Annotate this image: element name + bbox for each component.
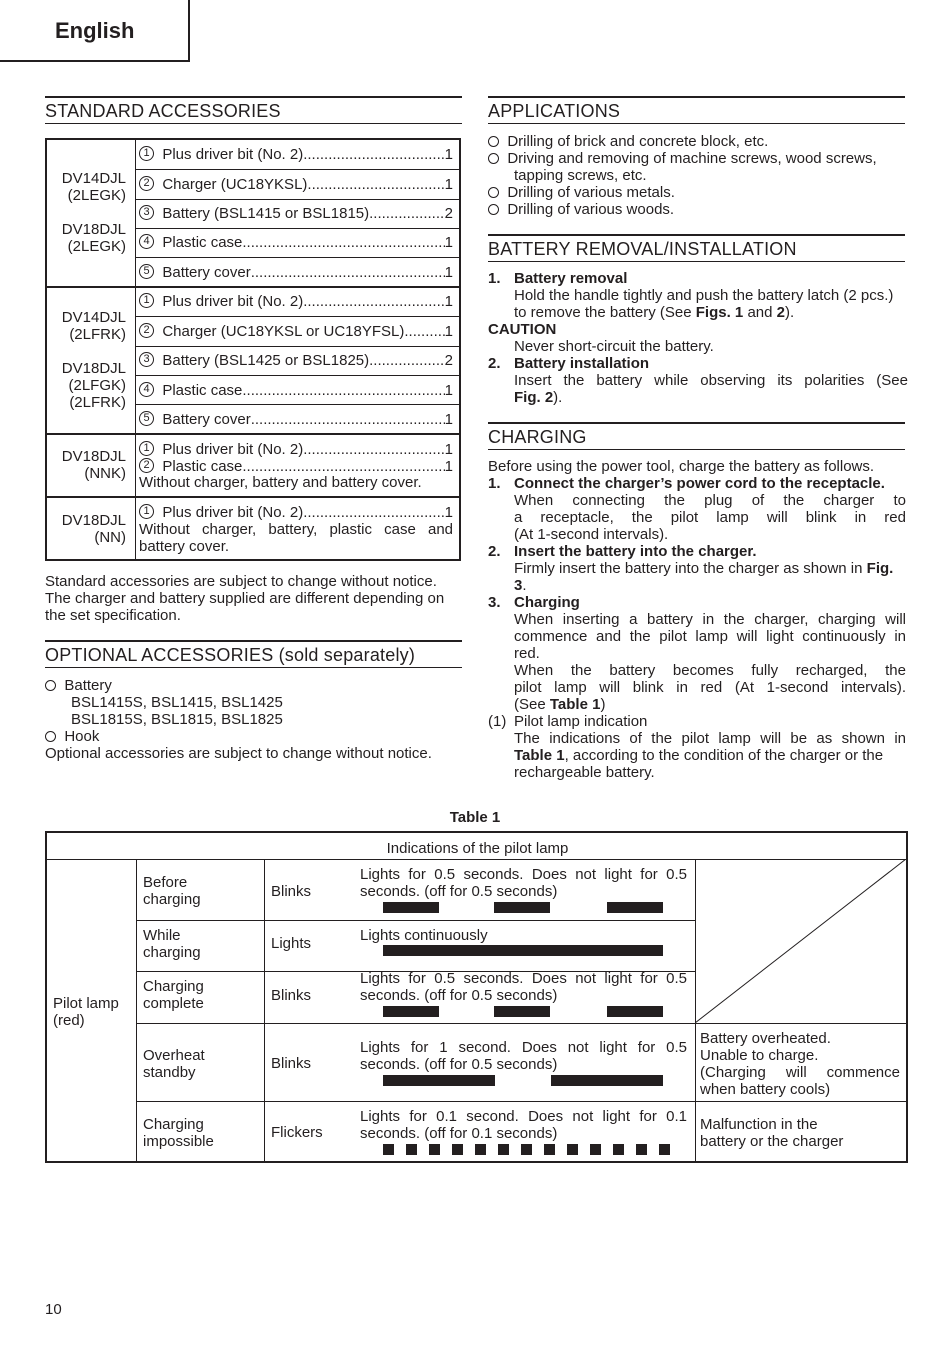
lamp-flicker-square (383, 1144, 394, 1155)
accessory-note: battery cover. (139, 538, 230, 555)
table-header: Indications of the pilot lamp (386, 840, 569, 857)
mode-cell: Flickers (271, 1124, 323, 1141)
lamp-flicker-square (613, 1144, 624, 1155)
lamp-flicker-square (567, 1144, 578, 1155)
lamp-flicker-square (521, 1144, 532, 1155)
model-group-4 (47, 512, 126, 546)
accessory-item: 2 Charger (UC18YKSL) ..... 1 (139, 176, 453, 193)
accessory-item: 1 Plus driver bit (No. 2) ..... 1 (139, 293, 453, 310)
bullet-circle-icon (45, 731, 56, 742)
desc-cell: Lights for 0.5 seconds. Does not light for 0.5 seconds. (off for 0.5 seconds) (360, 866, 687, 900)
accessory-item: 3 Battery (BSL1415 or BSL1815) ..... 2 (139, 205, 453, 222)
model-code: (2LFRK) (69, 326, 126, 343)
lamp-continuous-bar (383, 945, 663, 956)
language-label: English (55, 18, 135, 43)
model-name: DV18DJL (61, 512, 126, 529)
accessory-item: 5 Battery cover ..... 1 (139, 411, 453, 428)
lamp-flicker-square (636, 1144, 647, 1155)
mode-cell: Blinks (271, 1055, 312, 1072)
model-code: (2LEGK) (67, 238, 126, 255)
desc-cell: Lights for 1 second. Does not light for 0.5 seconds. (off for 0.5 seconds) (360, 1039, 687, 1073)
model-name: DV18DJL (61, 448, 126, 465)
lamp-flicker-square (429, 1144, 440, 1155)
diagonal-empty-cell (695, 859, 906, 1023)
accessory-item: 2 Charger (UC18YKSL or UC18YFSL) ..... 1 (139, 323, 453, 340)
desc-cell: Lights for 0.1 second. Does not light for 0.1 seconds. (off for 0.1 seconds) (360, 1108, 687, 1142)
desc-cell: Lights continuously (360, 927, 488, 944)
accessory-note: Without charger, battery and battery cover. (139, 474, 422, 491)
bullet-circle-icon (488, 204, 499, 215)
accessory-note: Without charger, battery, plastic case and (139, 521, 453, 538)
lamp-on-bar (551, 1075, 663, 1086)
lamp-on-bar (494, 1006, 550, 1017)
model-name: DV18DJL (61, 221, 126, 238)
charging-heading: CHARGING (488, 422, 905, 450)
model-group-1 (47, 170, 126, 255)
model-code: (2LEGK) (67, 187, 126, 204)
bullet-circle-icon (488, 136, 499, 147)
mode-cell: Lights (271, 935, 312, 952)
applications-list: Drilling of brick and concrete block, etc. Driving and removing of machine screws, wood screws, tapping screws, etc. Drilling of various metals. Drilling of various woods. (488, 133, 908, 218)
row-label: Pilot lamp (red) (53, 995, 119, 1029)
applications-heading: APPLICATIONS (488, 96, 905, 124)
accessory-item: 2 Plastic case ..... 1 (139, 458, 453, 475)
lamp-flicker-square (498, 1144, 509, 1155)
model-name: DV14DJL (61, 309, 126, 326)
lamp-on-bar (607, 902, 663, 913)
model-code: (NN) (94, 529, 126, 546)
charging-section: Before using the power tool, charge the battery as follows. 1. Connect the charger’s power cord to the receptacle. When connecting the plug of the charger to a receptacle, the pilot lamp will blink in red (At 1-second intervals). 2. Insert the battery into the charger. Firmly insert the battery into the charger as shown in Fig. 3. 3. Charging When inserting a battery in the charger, charging will commence and the pilot lamp will light continuously in red. When the battery becomes fully recharged, the pilot lamp will blink in red (At 1-second intervals). (See Table 1) (1) Pilot lamp indication The indications of the pilot lamp will be as shown in Table 1, according to the condition of the charger or the rechargeable battery. (488, 458, 906, 781)
note-cell: Malfunction in the battery or the charger (700, 1116, 844, 1150)
optional-accessories-heading: OPTIONAL ACCESSORIES (sold separately) (45, 640, 462, 668)
mode-cell: Blinks (271, 987, 312, 1004)
model-code: (2LFRK) (69, 394, 126, 411)
accessory-item: 1 Plus driver bit (No. 2) ..... 1 (139, 504, 453, 521)
accessory-item: 1 Plus driver bit (No. 2) ..... 1 (139, 146, 453, 163)
accessory-item: 1 Plus driver bit (No. 2) ..... 1 (139, 441, 453, 458)
lamp-on-bar (383, 1006, 439, 1017)
lamp-on-bar (383, 902, 439, 913)
state-cell: While charging (143, 927, 201, 961)
model-code: (2LFGK) (68, 377, 126, 394)
lamp-flicker-square (544, 1144, 555, 1155)
lamp-on-bar (494, 902, 550, 913)
language-tab (0, 0, 190, 62)
model-group-2 (47, 309, 126, 411)
lamp-on-bar (607, 1006, 663, 1017)
accessory-item: 4 Plastic case ..... 1 (139, 234, 453, 251)
model-name: DV18DJL (61, 360, 126, 377)
mode-cell: Blinks (271, 883, 312, 900)
accessory-item: 5 Battery cover ..... 1 (139, 264, 453, 281)
bullet-circle-icon (488, 153, 499, 164)
lamp-on-bar (383, 1075, 495, 1086)
accessory-item: 4 Plastic case ..... 1 (139, 382, 453, 399)
desc-cell: Lights for 0.5 seconds. Does not light for 0.5 seconds. (off for 0.5 seconds) (360, 970, 687, 1004)
lamp-flicker-square (406, 1144, 417, 1155)
bullet-circle-icon (45, 680, 56, 691)
battery-heading: BATTERY REMOVAL/INSTALLATION (488, 234, 905, 262)
lamp-flicker-square (659, 1144, 670, 1155)
battery-section: 1. Battery removal Hold the handle tightly and push the battery latch (2 pcs.) to remove the battery (See Figs. 1 and 2). CAUTION Never short-circuit the battery. 2. Battery installation Insert the battery while observing its polarities (See Fig. 2). (488, 270, 908, 406)
page-number: 10 (45, 1301, 62, 1318)
bullet-circle-icon (488, 187, 499, 198)
standard-accessories-heading: STANDARD ACCESSORIES (45, 96, 462, 124)
state-cell: Before charging (143, 874, 201, 908)
note-cell: Battery overheated. Unable to charge. (Charging will commence when battery cools) (700, 1030, 900, 1098)
optional-accessories-list: Battery BSL1415S, BSL1415, BSL1425 BSL1815S, BSL1815, BSL1825 Hook Optional accessories are subject to change without notice. (45, 677, 432, 762)
accessory-item: 3 Battery (BSL1425 or BSL1825) ..... 2 (139, 352, 453, 369)
table-title: Table 1 (449, 809, 501, 826)
lamp-flicker-square (452, 1144, 463, 1155)
standard-note: Standard accessories are subject to change without notice. The charger and battery supplied are different depending on the set specification. (45, 573, 445, 624)
state-cell: Charging impossible (143, 1116, 214, 1150)
state-cell: Overheat standby (143, 1047, 205, 1081)
state-cell: Charging complete (143, 978, 204, 1012)
model-name: DV14DJL (61, 170, 126, 187)
lamp-flicker-square (475, 1144, 486, 1155)
model-code: (NNK) (84, 465, 126, 482)
lamp-flicker-square (590, 1144, 601, 1155)
model-group-3 (47, 448, 126, 482)
